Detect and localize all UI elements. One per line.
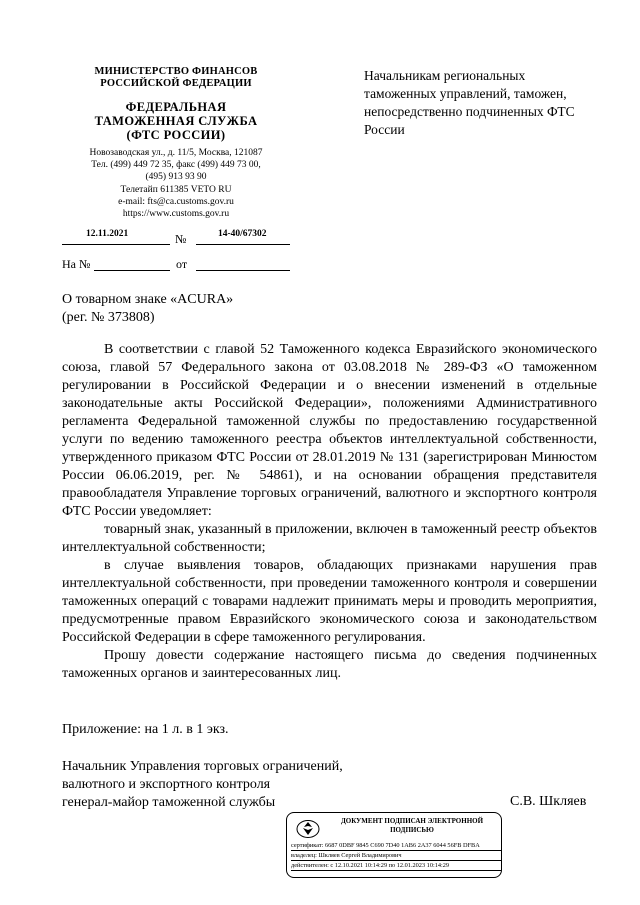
- owner-line: владелец: Шкляев Сергей Владимирович: [291, 851, 501, 861]
- addressee: Начальникам региональных таможенных управлений, таможен, непосредственно подчиненных ФТС России: [364, 68, 575, 137]
- website: https://www.customs.gov.ru: [122, 209, 230, 220]
- from-underline: [196, 270, 290, 271]
- contact-info: [58, 147, 294, 220]
- attachment-note: Приложение: на 1 л. в 1 экз.: [62, 722, 229, 737]
- body-paragraph-2: товарный знак, указанный в приложении, включен в таможенный реестр объектов интеллектуальной собственности;: [62, 522, 597, 555]
- signatory-title: Начальник Управления торговых ограничений, валютного и экспортного контроля генерал-майор таможенной службы: [62, 759, 343, 810]
- body-paragraph-3: в случае выявления товаров, обладающих признаками нарушения прав интеллектуальной собственности, при проведении таможенного контроля и совершении таможенных операций с товарами надлежит принимать меры и проводить мероприятия, предусмотренные правом Евразийского экономического союза и законодательством Российской Федерации в сфере таможенного регулирования.: [62, 558, 597, 645]
- reference-label: На №: [62, 257, 91, 271]
- number-underline: [196, 244, 290, 245]
- subject: [62, 291, 233, 327]
- certificate-line: сертификат: 6687 0DBF 9845 C690 7D40 1AB6 2A37 6044 56FB DFBA: [291, 841, 501, 851]
- stamp-details: [291, 841, 501, 871]
- body-paragraph-4: Прошу довести содержание настоящего письма до сведения подчиненных таможенных органов и заинтересованных лиц.: [62, 648, 597, 681]
- signatory-name: С.В. Шкляев: [510, 794, 587, 809]
- phone: Тел. (499) 449 72 35, факс (499) 449 73 00,: [91, 160, 261, 171]
- registration-date: 12.11.2021: [86, 229, 129, 239]
- reference-underline: [94, 270, 170, 271]
- phone-2: (495) 913 93 90: [145, 172, 207, 183]
- electronic-signature-stamp: [286, 812, 502, 878]
- registration-number: 14-40/67302: [218, 229, 267, 239]
- emblem-icon: [295, 819, 321, 839]
- body-paragraph-1: В соответствии с главой 52 Таможенного кодекса Евразийского экономического союза, главой 57 Федерального закона от 03.08.2018 № 289-ФЗ «О таможенном регулировании в Российской Федерации и о внесении изменений в отдельные законодательные акты Российской Федерации», положениями Административного регламента Федеральной таможенной службы по предоставлению государственной услуги по ведению таможенного реестра объектов интеллектуальной собственности, утвержденного приказом ФТС России от 28.01.2019 № 131 (зарегистрирован Минюстом России 06.06.2019, рег. № 54861), и на основании обращения представителя правообладателя Управление торговых ограничений, валютного и экспортного контроля ФТС России уведомляет:: [62, 342, 597, 519]
- subject-line-1: О товарном знаке «ACURA»: [62, 292, 234, 307]
- stamp-title: ДОКУМЕНТ ПОДПИСАН ЭЛЕКТРОННОЙ ПОДПИСЬЮ: [340, 817, 484, 834]
- address: Новозаводская ул., д. 11/5, Москва, 121087: [89, 148, 263, 158]
- letter-body: [62, 341, 597, 683]
- number-label: №: [175, 232, 187, 246]
- service-name: ФЕДЕРАЛЬНАЯ ТАМОЖЕННАЯ СЛУЖБА (ФТС РОССИИ): [94, 100, 258, 142]
- subject-line-2: (рег. № 373808): [62, 310, 155, 325]
- from-label: от: [176, 257, 188, 271]
- date-underline: [62, 244, 170, 245]
- teletype: Телетайп 611385 VETO RU: [120, 184, 232, 195]
- ministry-name: МИНИСТЕРСТВО ФИНАНСОВ РОССИЙСКОЙ ФЕДЕРАЦИИ: [94, 66, 258, 89]
- validity-line: действителен: с 12.10.2021 10:14:29 по 12.01.2023 10:14:29: [291, 861, 501, 871]
- email: e-mail: fts@ca.customs.gov.ru: [118, 196, 234, 207]
